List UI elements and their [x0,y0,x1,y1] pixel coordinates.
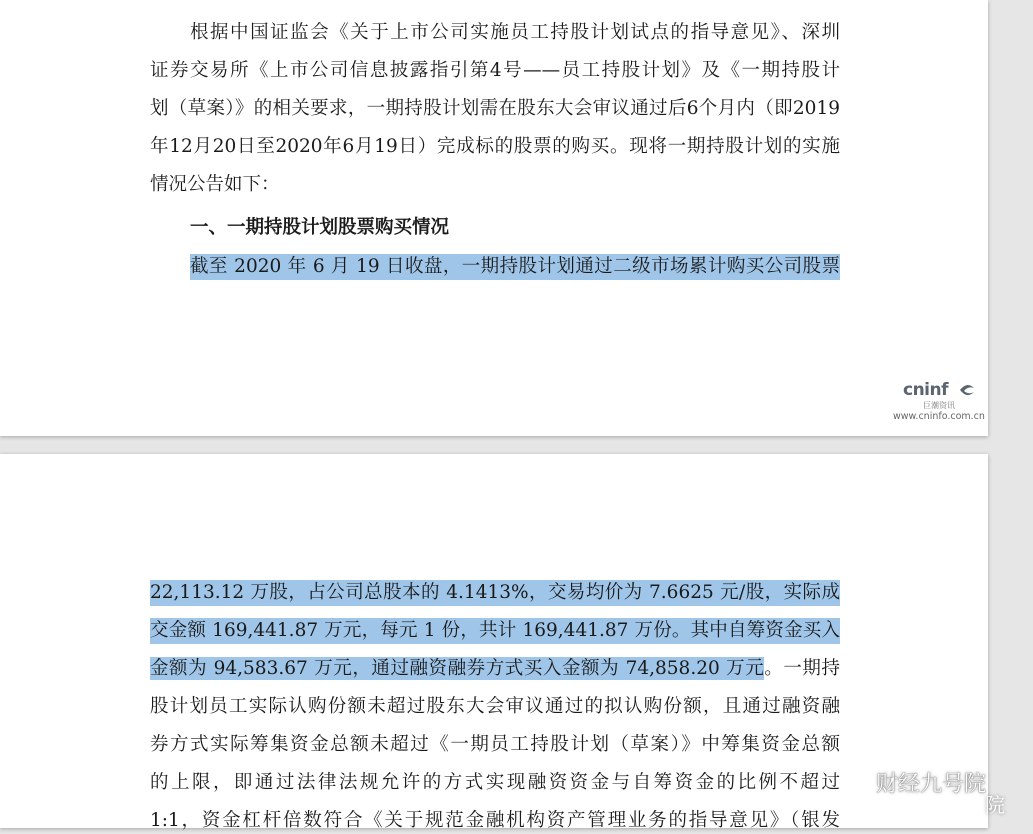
cninfo-url: www.cninfo.com.cn [893,411,985,422]
paragraph-line: 划（草案）》的相关要求，一期持股计划需在股东大会审议通过后6个月内（即2019 [150,98,840,119]
paragraph-text: 。一期持 [764,658,840,679]
cninfo-subtitle: 巨潮资讯 [923,401,955,410]
section-heading: 一、一期持股计划股票购买情况 [190,217,450,238]
wechat-watermark [842,768,986,802]
cninfo-brand: cninf [903,380,949,400]
paragraph-line-mixed [150,656,840,682]
paragraph-line: 根据中国证监会《关于上市公司实施员工持股计划试点的指导意见》、深圳 [190,22,840,43]
paragraph-line: 券方式实际筹集资金总额未超过《一期员工持股计划（草案）》中筹集资金总额 [150,734,840,755]
watermark-text: 财经九号院 [876,772,987,797]
highlighted-line: 交金额 169,441.87 万元，每元 1 份，共计 169,441.87 万份。其中自筹资金买入 [150,618,840,644]
highlighted-text: 金额为 94,583.67 万元，通过融资融券方式买入金额为 74,858.20 万元 [150,658,765,679]
paragraph-line: 1:1，资金杠杆倍数符合《关于规范金融机构资产管理业务的指导意见》（银发 [150,810,840,831]
paragraph-line: 的上限，即通过法律法规允许的方式实现融资资金与自筹资金的比例不超过 [150,772,840,793]
paragraph-line: 股计划员工实际认购份额未超过股东大会审议通过的拟认购份额，且通过融资融 [150,696,840,717]
wechat-icon [842,772,872,798]
highlighted-line: 22,113.12 万股，占公司总股本的 4.1413%，交易均价为 7.6625 元/股，实际成 [150,580,840,606]
highlighted-line: 截至 2020 年 6 月 19 日收盘，一期持股计划通过二级市场累计购买公司股票 [190,254,840,280]
paragraph-line: 年12月20日至2020年6月19日）完成标的股票的购买。现将一期持股计划的实施 [150,136,840,157]
cninfo-logo [893,380,988,426]
paragraph-line: 情况公告如下： [150,174,280,195]
watermark-overflow-text: 院 [985,793,1005,817]
cninfo-swirl-icon [959,383,975,397]
paragraph-line: 证券交易所《上市公司信息披露指引第4号——员工持股计划》及《一期持股计 [150,60,840,81]
document-page-2 [0,454,988,831]
